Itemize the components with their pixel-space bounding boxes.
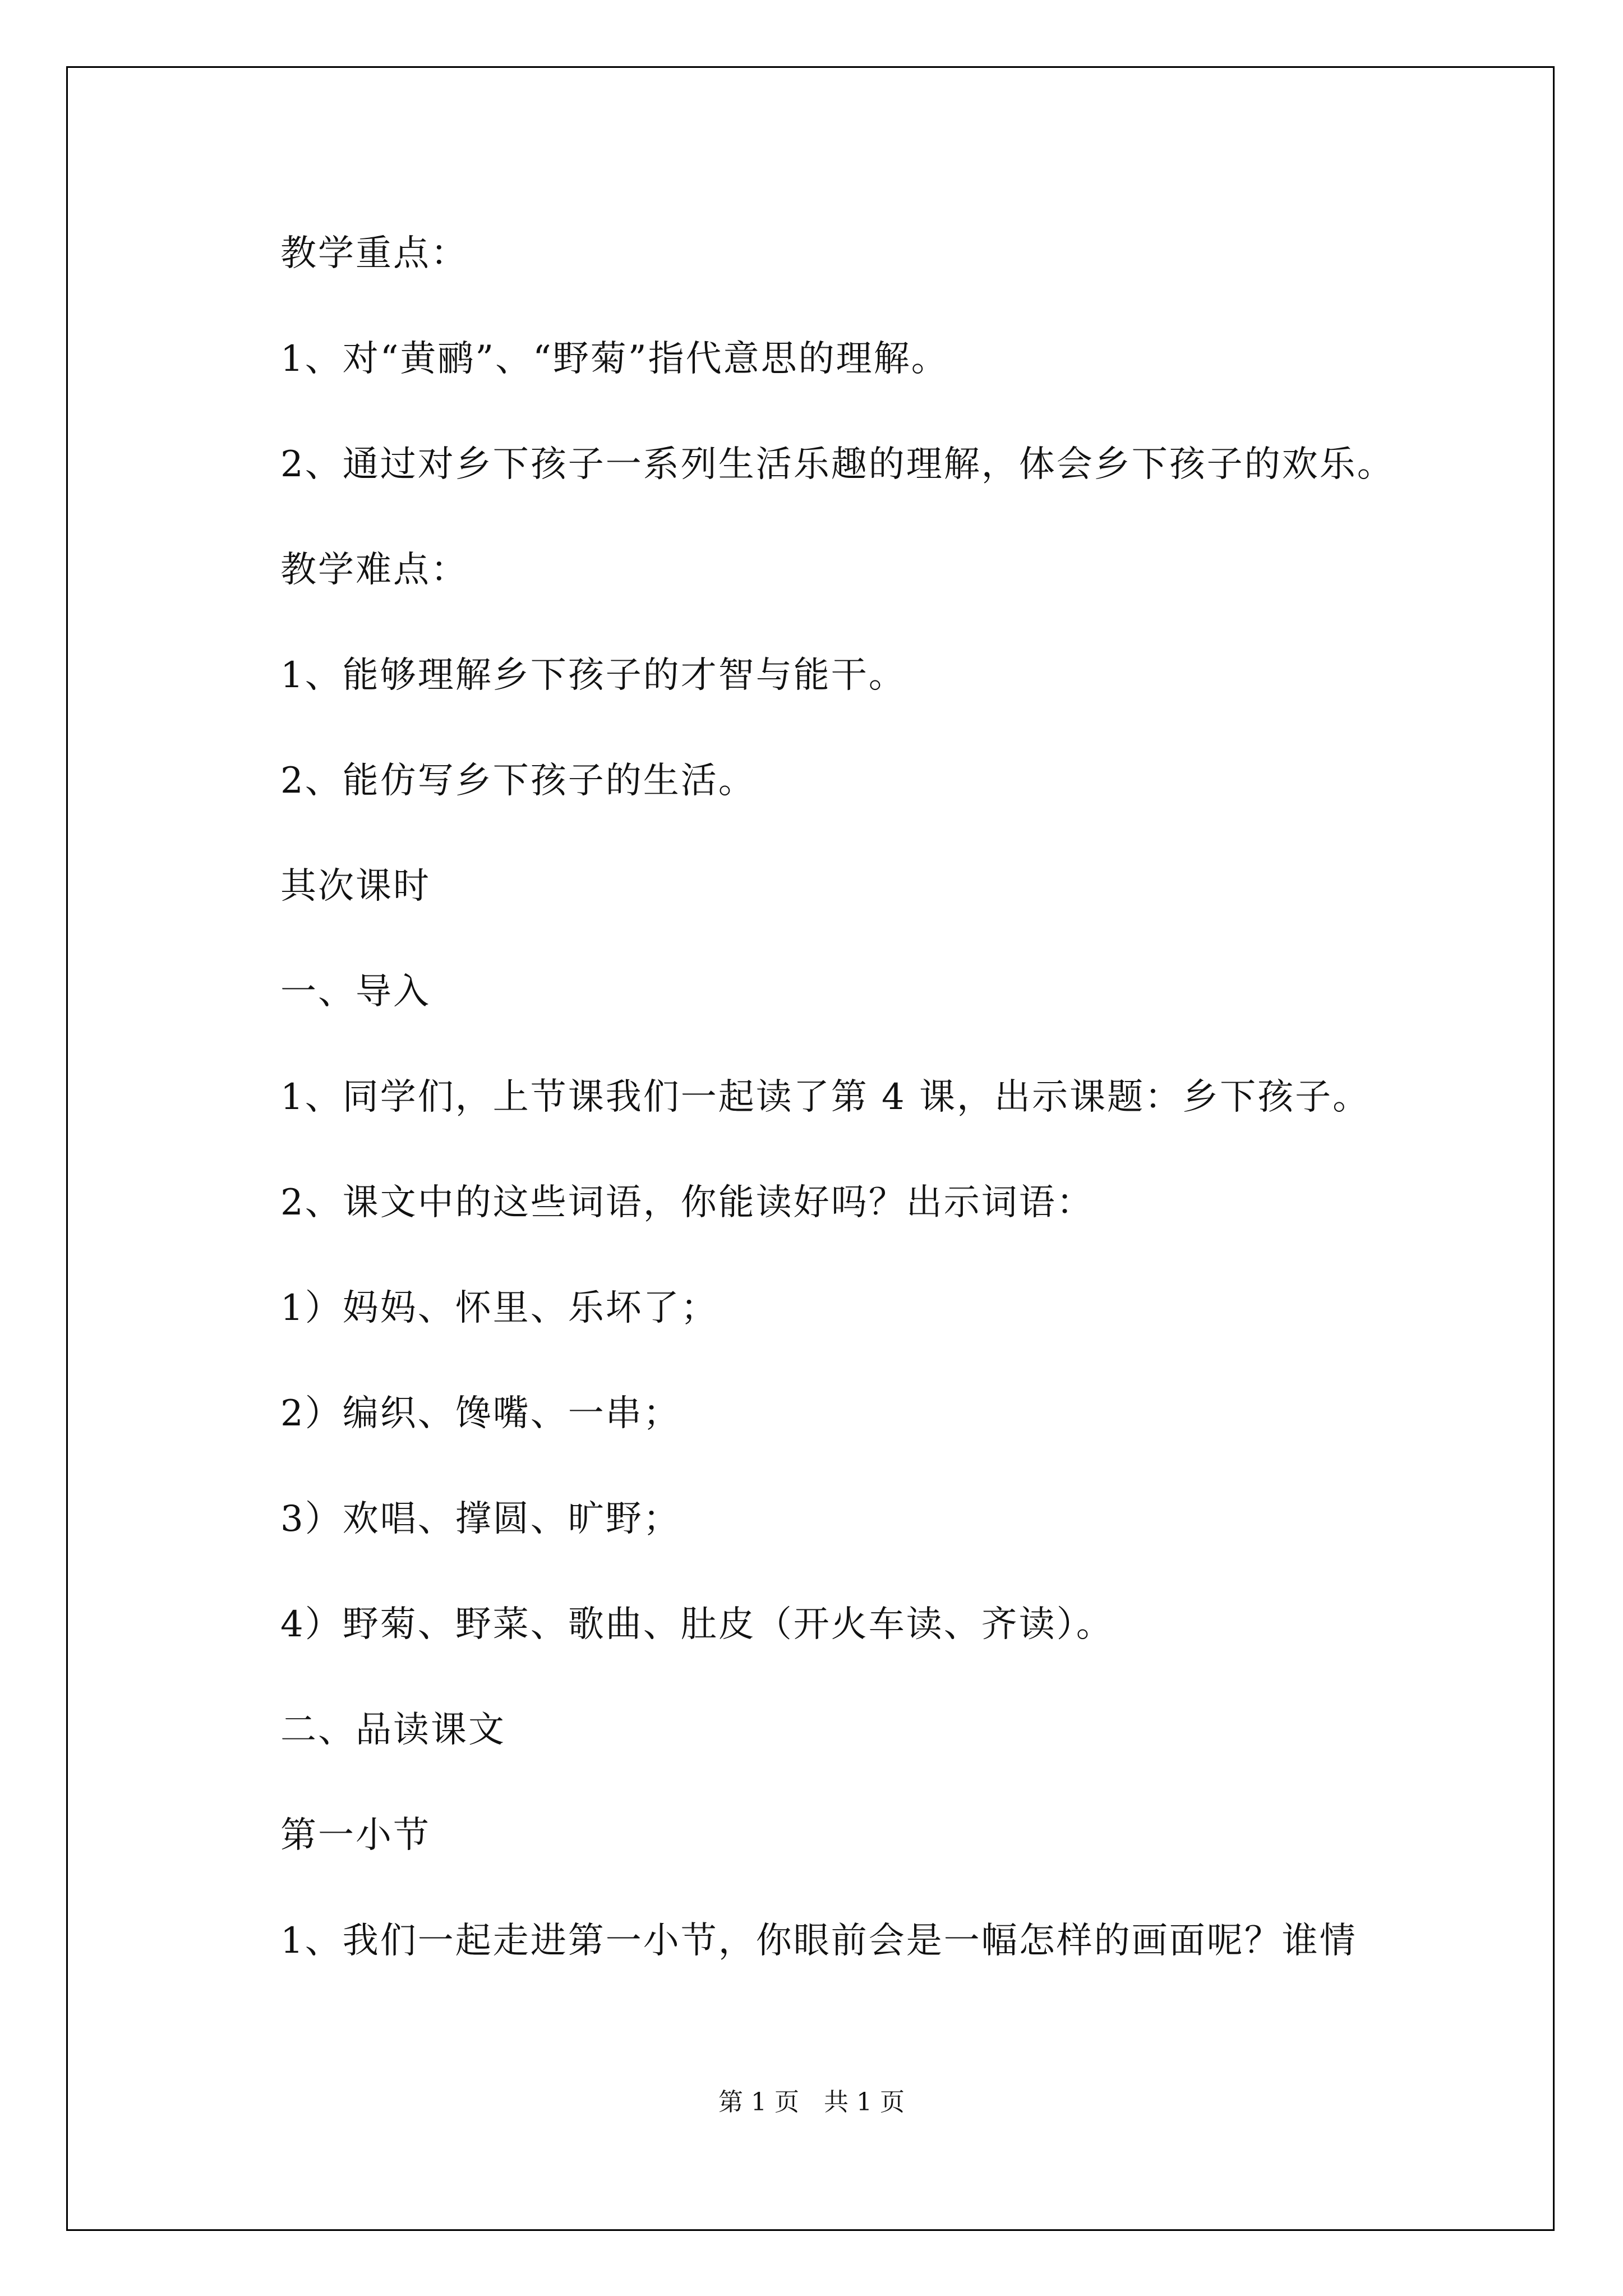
heading-teaching-focus: 教学重点：: [280, 233, 468, 274]
heading-section-one: 一、导入: [280, 971, 431, 1013]
vocab-line: 3）欢唱、撑圆、旷野；: [280, 1498, 681, 1540]
heading-second-lesson: 其次课时: [280, 866, 431, 907]
text-line: 1、同学们，上节课我们一起读了第 4 课，出示课题：乡下孩子。: [280, 1076, 1371, 1118]
heading-first-stanza: 第一小节: [280, 1815, 431, 1856]
text-line: 1、对“黄鹂”、“野菊”指代意思的理解。: [280, 338, 949, 380]
heading-section-two: 二、品读课文: [280, 1709, 506, 1751]
vocab-line: 1）妈妈、怀里、乐坏了；: [280, 1287, 718, 1329]
text-line: 2、课文中的这些词语，你能读好吗？出示词语：: [280, 1182, 1094, 1223]
vocab-line: 4）野菊、野菜、歌曲、肚皮（开火车读、齐读）。: [280, 1604, 1114, 1645]
text-line: 2、通过对乡下孩子一系列生活乐趣的理解，体会乡下孩子的欢乐。: [280, 444, 1395, 485]
heading-teaching-difficulty: 教学难点：: [280, 549, 468, 591]
text-line: 1、能够理解乡下孩子的才智与能干。: [280, 655, 906, 696]
page-footer: 第 1 页 共 1 页: [718, 2088, 905, 2116]
vocab-line: 2）编织、馋嘴、一串；: [280, 1393, 681, 1434]
text-line: 2、能仿写乡下孩子的生活。: [280, 760, 756, 802]
text-line: 1、我们一起走进第一小节，你眼前会是一幅怎样的画面呢？谁情: [280, 1920, 1357, 1962]
page-border: [66, 66, 1555, 2231]
